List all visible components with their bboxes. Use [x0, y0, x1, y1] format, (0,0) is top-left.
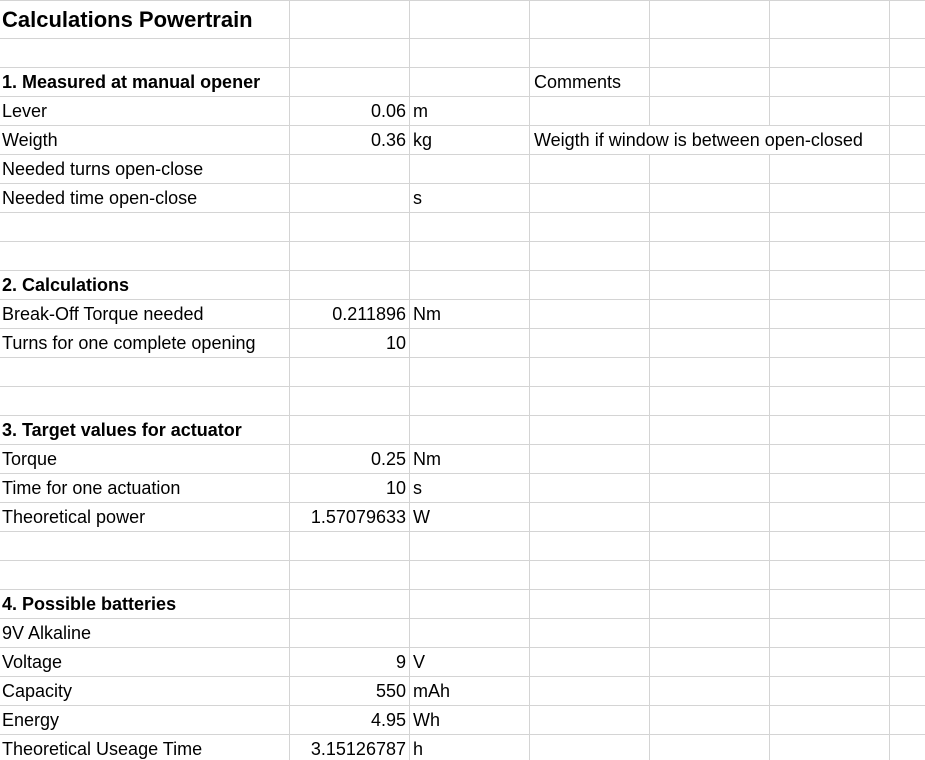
cell[interactable] — [770, 329, 890, 357]
cell[interactable] — [890, 532, 925, 560]
label-cell[interactable]: Energy — [0, 706, 290, 734]
cell[interactable] — [290, 271, 410, 299]
cell[interactable] — [650, 474, 770, 502]
cell[interactable] — [530, 1, 650, 38]
value-cell[interactable] — [290, 184, 410, 212]
cell[interactable] — [410, 213, 530, 241]
cell[interactable] — [890, 184, 925, 212]
cell[interactable] — [770, 1, 890, 38]
cell[interactable] — [0, 242, 290, 270]
cell[interactable] — [650, 97, 770, 125]
unit-cell[interactable]: m — [410, 97, 530, 125]
cell[interactable] — [410, 39, 530, 67]
unit-cell[interactable]: kg — [410, 126, 530, 154]
row-needed-time — [0, 184, 925, 213]
cell[interactable] — [650, 590, 770, 618]
cell[interactable] — [290, 358, 410, 386]
cell[interactable] — [770, 271, 890, 299]
cell[interactable] — [650, 358, 770, 386]
unit-cell[interactable] — [410, 329, 530, 357]
cell[interactable] — [410, 416, 530, 444]
label-cell[interactable]: Theoretical power — [0, 503, 290, 531]
row-blank — [0, 358, 925, 387]
cell[interactable] — [650, 184, 770, 212]
cell[interactable] — [890, 358, 925, 386]
cell[interactable] — [890, 677, 925, 705]
value-cell[interactable]: 0.06 — [290, 97, 410, 125]
cell[interactable] — [410, 387, 530, 415]
cell[interactable] — [770, 97, 890, 125]
cell[interactable] — [770, 416, 890, 444]
sheet-title-cell[interactable]: Calculations Powertrain — [0, 1, 290, 38]
cell[interactable] — [530, 561, 650, 589]
cell[interactable] — [530, 39, 650, 67]
cell[interactable] — [650, 445, 770, 473]
cell[interactable] — [770, 735, 890, 760]
value-cell[interactable]: 0.211896 — [290, 300, 410, 328]
row-section2-heading — [0, 271, 925, 300]
cell[interactable] — [650, 126, 770, 154]
row-section1-heading — [0, 68, 925, 97]
cell[interactable] — [530, 590, 650, 618]
unit-cell[interactable]: s — [410, 184, 530, 212]
cell[interactable] — [770, 126, 890, 154]
unit-cell[interactable]: Nm — [410, 300, 530, 328]
cell[interactable] — [650, 329, 770, 357]
cell[interactable] — [770, 387, 890, 415]
cell[interactable] — [890, 300, 925, 328]
comment-cell[interactable]: Weigth if window is between open-closed — [534, 130, 863, 150]
cell[interactable] — [650, 155, 770, 183]
section-heading-cell[interactable]: 1. Measured at manual opener — [0, 68, 290, 96]
row-turns-opening — [0, 329, 925, 358]
value-cell[interactable]: 10 — [290, 329, 410, 357]
cell[interactable] — [650, 387, 770, 415]
cell[interactable] — [770, 213, 890, 241]
cell[interactable] — [650, 619, 770, 647]
cell[interactable] — [410, 68, 530, 96]
cell[interactable] — [530, 97, 650, 125]
cell[interactable] — [530, 184, 650, 212]
cell[interactable] — [650, 300, 770, 328]
cell[interactable] — [890, 155, 925, 183]
row-usage-time — [0, 735, 925, 760]
cell[interactable] — [530, 474, 650, 502]
label-cell[interactable]: Needed turns open-close — [0, 155, 290, 183]
cell[interactable] — [530, 416, 650, 444]
cell[interactable] — [650, 561, 770, 589]
comments-header-cell[interactable]: Comments — [530, 68, 650, 96]
cell[interactable] — [770, 445, 890, 473]
cell[interactable] — [890, 39, 925, 67]
cell[interactable] — [410, 271, 530, 299]
cell[interactable] — [890, 445, 925, 473]
cell[interactable] — [890, 619, 925, 647]
row-target-torque — [0, 445, 925, 474]
label-cell[interactable]: Break-Off Torque needed — [0, 300, 290, 328]
cell[interactable] — [290, 387, 410, 415]
cell[interactable] — [890, 271, 925, 299]
cell[interactable] — [650, 677, 770, 705]
cell[interactable] — [770, 561, 890, 589]
cell[interactable] — [770, 68, 890, 96]
cell[interactable] — [890, 126, 925, 154]
label-cell[interactable]: Lever — [0, 97, 290, 125]
cell[interactable] — [0, 39, 290, 67]
cell[interactable] — [650, 503, 770, 531]
row-breakoff-torque — [0, 300, 925, 329]
cell[interactable] — [530, 387, 650, 415]
cell[interactable] — [530, 706, 650, 734]
cell[interactable] — [650, 242, 770, 270]
cell[interactable] — [290, 561, 410, 589]
cell[interactable] — [410, 358, 530, 386]
cell[interactable] — [290, 68, 410, 96]
cell[interactable] — [890, 1, 925, 38]
cell[interactable] — [290, 590, 410, 618]
cell[interactable] — [770, 39, 890, 67]
cell[interactable] — [770, 155, 890, 183]
cell[interactable] — [0, 213, 290, 241]
unit-cell[interactable] — [410, 155, 530, 183]
value-cell[interactable]: 4.95 — [290, 706, 410, 734]
unit-cell[interactable]: mAh — [410, 677, 530, 705]
cell[interactable] — [890, 387, 925, 415]
row-weigth — [0, 126, 925, 155]
cell[interactable] — [890, 97, 925, 125]
cell[interactable] — [650, 532, 770, 560]
cell[interactable] — [530, 503, 650, 531]
cell[interactable] — [290, 1, 410, 38]
row-blank — [0, 387, 925, 416]
row-blank — [0, 213, 925, 242]
row-actuation-time — [0, 474, 925, 503]
row-blank — [0, 242, 925, 271]
value-cell[interactable]: 10 — [290, 474, 410, 502]
cell[interactable] — [0, 358, 290, 386]
cell[interactable] — [530, 648, 650, 676]
cell[interactable] — [890, 561, 925, 589]
cell[interactable] — [290, 242, 410, 270]
cell[interactable] — [770, 242, 890, 270]
label-cell[interactable]: Needed time open-close — [0, 184, 290, 212]
value-cell[interactable]: 0.25 — [290, 445, 410, 473]
cell[interactable] — [770, 184, 890, 212]
cell[interactable] — [290, 532, 410, 560]
cell[interactable] — [770, 503, 890, 531]
cell[interactable] — [290, 619, 410, 647]
cell[interactable] — [650, 706, 770, 734]
cell[interactable] — [0, 561, 290, 589]
value-cell[interactable]: 550 — [290, 677, 410, 705]
cell[interactable] — [770, 590, 890, 618]
cell[interactable] — [410, 242, 530, 270]
cell[interactable] — [890, 242, 925, 270]
unit-cell[interactable]: Nm — [410, 445, 530, 473]
cell[interactable] — [290, 39, 410, 67]
cell[interactable] — [770, 532, 890, 560]
cell[interactable] — [650, 735, 770, 760]
label-cell[interactable]: Capacity — [0, 677, 290, 705]
row-section3-heading — [0, 416, 925, 445]
cell[interactable] — [890, 213, 925, 241]
battery-type-cell[interactable]: 9V Alkaline — [0, 619, 290, 647]
cell[interactable] — [890, 474, 925, 502]
cell[interactable] — [650, 648, 770, 676]
cell[interactable] — [650, 68, 770, 96]
cell[interactable] — [890, 68, 925, 96]
row-theoretical-power — [0, 503, 925, 532]
unit-cell[interactable]: V — [410, 648, 530, 676]
label-cell[interactable]: Weigth — [0, 126, 290, 154]
section-heading-cell[interactable]: 3. Target values for actuator — [0, 416, 290, 444]
unit-cell[interactable]: W — [410, 503, 530, 531]
unit-cell[interactable]: s — [410, 474, 530, 502]
cell[interactable] — [650, 1, 770, 38]
cell[interactable] — [290, 213, 410, 241]
cell[interactable] — [0, 387, 290, 415]
label-cell[interactable]: Voltage — [0, 648, 290, 676]
cell[interactable] — [530, 155, 650, 183]
cell[interactable] — [650, 416, 770, 444]
label-cell[interactable]: Theoretical Useage Time — [0, 735, 290, 760]
cell[interactable] — [530, 445, 650, 473]
row-energy — [0, 706, 925, 735]
cell[interactable] — [530, 242, 650, 270]
value-cell[interactable]: 9 — [290, 648, 410, 676]
cell[interactable] — [530, 213, 650, 241]
row-capacity — [0, 677, 925, 706]
section-heading-cell[interactable]: 2. Calculations — [0, 271, 290, 299]
row-section4-heading — [0, 590, 925, 619]
cell[interactable] — [410, 1, 530, 38]
cell[interactable] — [890, 503, 925, 531]
cell[interactable] — [530, 358, 650, 386]
row-voltage — [0, 648, 925, 677]
cell[interactable] — [410, 590, 530, 618]
cell[interactable] — [530, 735, 650, 760]
row-battery-type — [0, 619, 925, 648]
row-needed-turns — [0, 155, 925, 184]
cell[interactable] — [530, 532, 650, 560]
row-title — [0, 1, 925, 39]
cell[interactable] — [410, 561, 530, 589]
cell[interactable] — [530, 677, 650, 705]
cell[interactable] — [770, 706, 890, 734]
value-cell[interactable]: 1.57079633 — [290, 503, 410, 531]
cell[interactable] — [530, 329, 650, 357]
cell[interactable] — [890, 590, 925, 618]
value-cell[interactable]: 0.36 — [290, 126, 410, 154]
cell[interactable] — [0, 532, 290, 560]
cell[interactable] — [770, 300, 890, 328]
cell[interactable] — [890, 735, 925, 760]
cell[interactable] — [530, 619, 650, 647]
value-cell[interactable] — [290, 155, 410, 183]
label-cell[interactable]: Turns for one complete opening — [0, 329, 290, 357]
cell[interactable] — [770, 474, 890, 502]
row-blank — [0, 39, 925, 68]
cell[interactable] — [890, 329, 925, 357]
cell[interactable] — [890, 648, 925, 676]
cell[interactable] — [290, 416, 410, 444]
label-cell[interactable]: Torque — [0, 445, 290, 473]
cell[interactable] — [650, 39, 770, 67]
cell[interactable] — [890, 416, 925, 444]
row-lever — [0, 97, 925, 126]
unit-cell[interactable]: h — [410, 735, 530, 760]
unit-cell[interactable]: Wh — [410, 706, 530, 734]
cell[interactable] — [650, 271, 770, 299]
cell[interactable] — [530, 271, 650, 299]
section-heading-cell[interactable]: 4. Possible batteries — [0, 590, 290, 618]
cell[interactable] — [770, 648, 890, 676]
cell[interactable] — [770, 619, 890, 647]
cell[interactable] — [410, 532, 530, 560]
cell[interactable] — [890, 706, 925, 734]
row-blank — [0, 532, 925, 561]
cell[interactable] — [770, 358, 890, 386]
cell[interactable] — [650, 213, 770, 241]
label-cell[interactable]: Time for one actuation — [0, 474, 290, 502]
cell[interactable] — [530, 300, 650, 328]
row-blank — [0, 561, 925, 590]
cell[interactable] — [770, 677, 890, 705]
cell[interactable] — [410, 619, 530, 647]
value-cell[interactable]: 3.15126787 — [290, 735, 410, 760]
